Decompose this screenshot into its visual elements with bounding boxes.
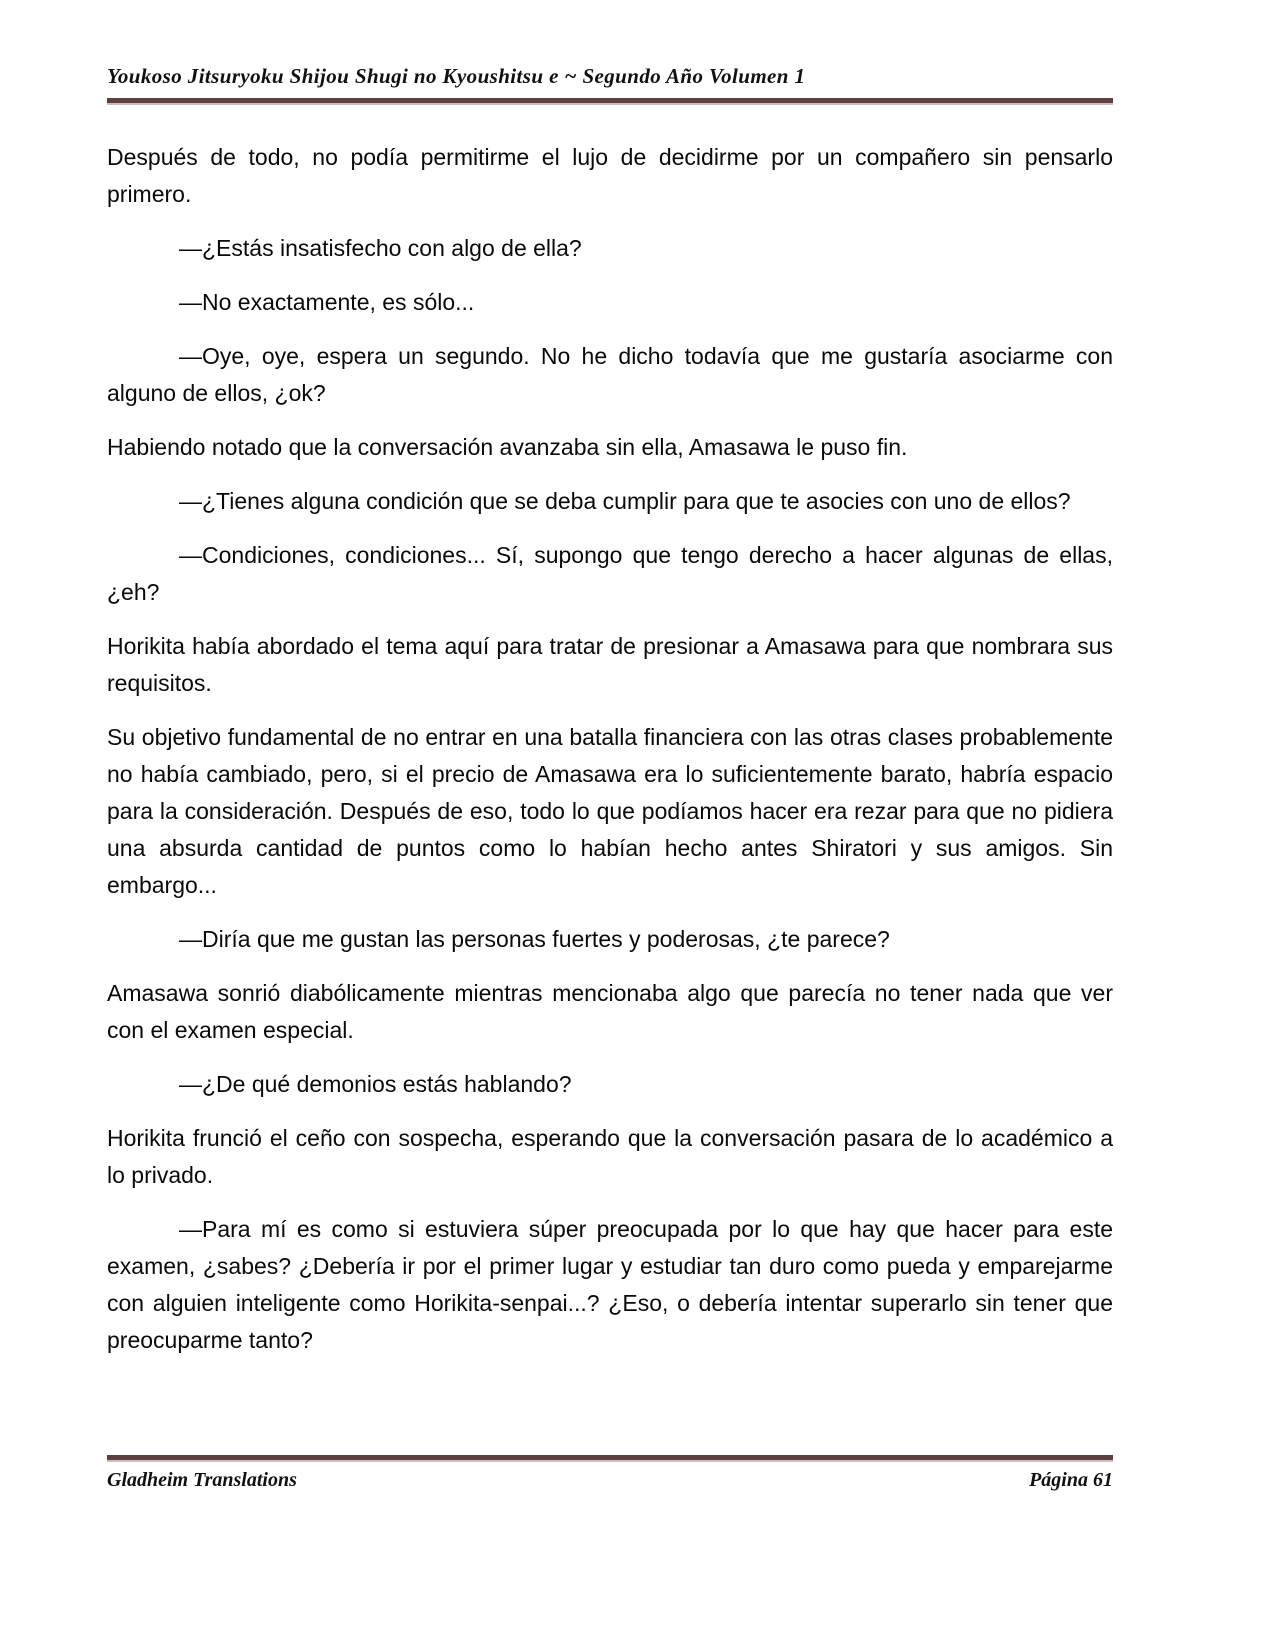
paragraphs	[107, 139, 1113, 1359]
paragraph: —Para mí es como si estuviera súper preocupada por lo que hay que hacer para este examen, ¿sabes? ¿Debería ir por el primer lugar y estudiar tan duro como pueda y emparejarme con alguien inteligente como Horikita-senpai...? ¿Eso, o debería intentar superarlo sin tener que preocuparme tanto?	[107, 1216, 1113, 1353]
header-rule	[107, 98, 1113, 105]
paragraph: Horikita frunció el ceño con sospecha, esperando que la conversación pasara de lo académico a lo privado.	[107, 1125, 1113, 1188]
paragraph: —Condiciones, condiciones... Sí, supongo que tengo derecho a hacer algunas de ellas, ¿eh?	[107, 542, 1113, 605]
footer-translator-credit: Gladheim Translations	[107, 1469, 297, 1491]
paragraph: Horikita había abordado el tema aquí para tratar de presionar a Amasawa para que nombrara sus requisitos.	[107, 633, 1113, 696]
paragraph: —¿Tienes alguna condición que se deba cumplir para que te asocies con uno de ellos?	[179, 488, 1071, 514]
footer-page-number: Página 61	[1029, 1469, 1113, 1491]
paragraph: —¿De qué demonios estás hablando?	[179, 1071, 572, 1097]
footer-rule	[107, 1455, 1113, 1462]
page-footer	[107, 1455, 1113, 1492]
paragraph: Amasawa sonrió diabólicamente mientras mencionaba algo que parecía no tener nada que ver con el examen especial.	[107, 980, 1113, 1043]
paragraph: —¿Estás insatisfecho con algo de ella?	[179, 235, 582, 261]
paragraph: —Diría que me gustan las personas fuertes y poderosas, ¿te parece?	[179, 926, 890, 952]
page-header	[107, 64, 1113, 105]
footer-row	[107, 1469, 1113, 1492]
paragraph: —Oye, oye, espera un segundo. No he dicho todavía que me gustaría asociarme con alguno de ellos, ¿ok?	[107, 343, 1113, 406]
page-content	[107, 64, 1113, 1376]
paragraph: Después de todo, no podía permitirme el lujo de decidirme por un compañero sin pensarlo primero.	[107, 144, 1113, 207]
paragraph: Su objetivo fundamental de no entrar en una batalla financiera con las otras clases probablemente no había cambiado, pero, si el precio de Amasawa era lo suficientemente barato, habría espacio para la consideración. Después de eso, todo lo que podíamos hacer era rezar para que no pidiera una absurda cantidad de puntos como lo habían hecho antes Shiratori y sus amigos. Sin embargo...	[107, 724, 1113, 898]
paragraph: —No exactamente, es sólo...	[179, 289, 475, 315]
header-title: Youkoso Jitsuryoku Shijou Shugi no Kyoushitsu e ~ Segundo Año Volumen 1	[107, 64, 806, 88]
paragraph: Habiendo notado que la conversación avanzaba sin ella, Amasawa le puso fin.	[107, 434, 908, 460]
